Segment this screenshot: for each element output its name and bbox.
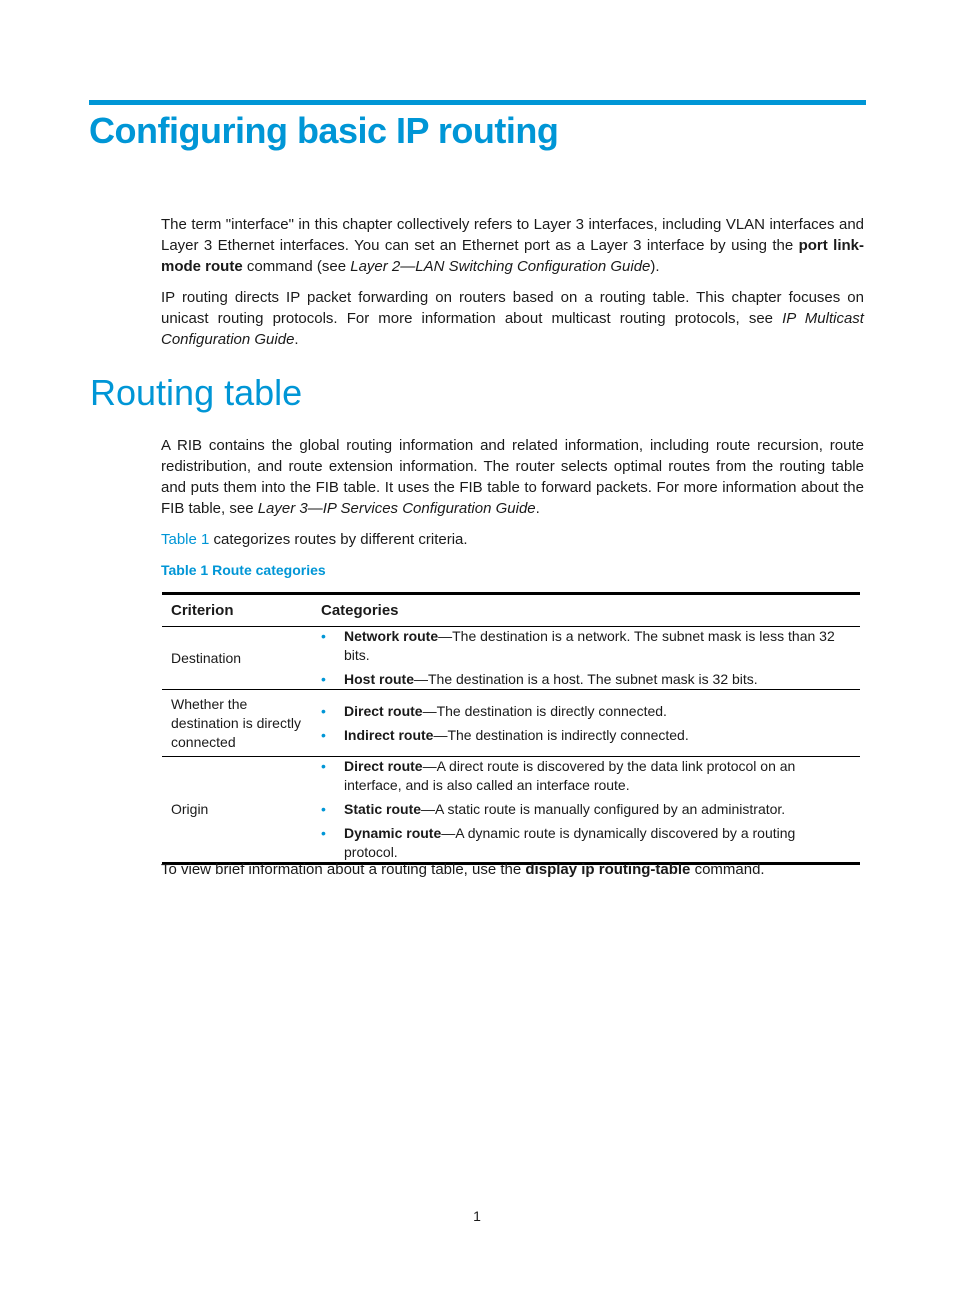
bullet-icon: • <box>321 758 326 774</box>
categories-cell <box>312 757 860 864</box>
command-port-link-mode: port link-mode route <box>161 237 864 275</box>
categories-cell <box>312 627 860 690</box>
bullet-icon: • <box>321 628 326 644</box>
rib-paragraph: A RIB contains the global routing information and related information, including route recursion, route redistribution, and route extension information. The router selects optimal routes from the routing table and puts them into the FIB table. It uses the FIB table to forward packets. For more information about the FIB table, see Layer 3—IP Services Configuration Guide. <box>161 437 864 517</box>
categories-cell <box>312 690 860 757</box>
bullet-icon: • <box>321 702 326 719</box>
guide-reference: Layer 3—IP Services Configuration Guide <box>257 500 536 517</box>
table-1-link[interactable]: Table 1 <box>161 531 210 548</box>
table-caption: Table 1 Route categories <box>161 562 326 578</box>
table-row <box>162 627 860 690</box>
criterion-cell: Destination <box>162 627 312 690</box>
bullet-icon: • <box>321 825 326 841</box>
criterion-cell: Origin <box>162 757 312 864</box>
guide-reference: Layer 2—LAN Switching Configuration Guide <box>350 258 651 275</box>
route-categories-table <box>162 592 860 865</box>
guide-reference: IP Multicast Configuration Guide <box>161 310 864 348</box>
header-categories: Categories <box>312 594 860 627</box>
bullet-icon: • <box>321 671 326 687</box>
command-display-ip-routing-table: display ip routing-table <box>525 861 691 878</box>
chapter-rule <box>89 100 866 105</box>
intro-paragraph-1: The term "interface" in this chapter collectively refers to Layer 3 interfaces, including VLAN interfaces and Layer 3 Ethernet interfaces. You can set an Ethernet port as a Layer 3 interface by using the port link-mode route command (see Layer 2—LAN Switching Configuration Guide). <box>161 216 864 275</box>
intro-paragraph-2: IP routing directs IP packet forwarding on routers based on a routing table. This chapter focuses on unicast routing protocols. For more information about multicast routing protocols, see IP Multicast Configuration Guide. <box>161 289 864 348</box>
category-item: • Dynamic route—A dynamic route is dynamically discovered by a routing protocol. <box>321 825 796 860</box>
closing-paragraph: To view brief information about a routing table, use the display ip routing-table command. <box>161 861 765 878</box>
table-row <box>162 690 860 757</box>
category-item: • Host route—The destination is a host. The subnet mask is 32 bits. <box>321 671 758 687</box>
table-reference-paragraph: Table 1 categorizes routes by different criteria. <box>161 531 468 548</box>
category-item: • Direct route—The destination is directly connected. <box>321 702 667 719</box>
criterion-cell: Whether the destination is directly connected <box>162 690 312 757</box>
table-row <box>162 757 860 864</box>
header-criterion: Criterion <box>162 594 312 627</box>
category-item: • Indirect route—The destination is indirectly connected. <box>321 726 689 743</box>
page-number: 1 <box>473 1208 481 1224</box>
chapter-title: Configuring basic IP routing <box>89 110 559 151</box>
bullet-icon: • <box>321 801 326 817</box>
category-item: • Direct route—A direct route is discovered by the data link protocol on an interface, and is also called an interface route. <box>321 758 796 793</box>
category-item: • Network route—The destination is a network. The subnet mask is less than 32 bits. <box>321 628 835 663</box>
section-title: Routing table <box>90 372 303 413</box>
bullet-icon: • <box>321 726 326 743</box>
category-item: • Static route—A static route is manually configured by an administrator. <box>321 801 786 817</box>
